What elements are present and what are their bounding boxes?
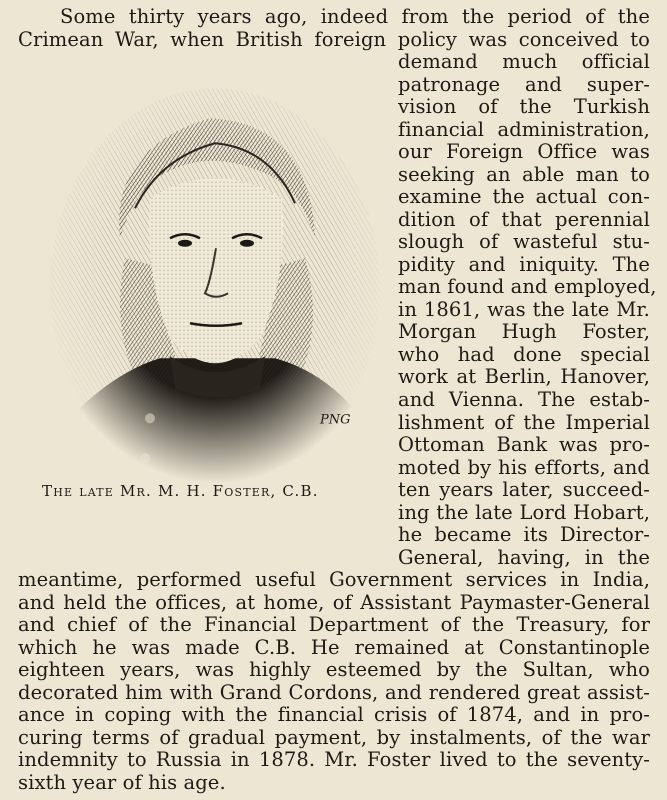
article-line-3: demand much official: [398, 50, 650, 74]
article-line-18: and Vienna. The estab-: [398, 388, 650, 411]
article-line-14: in 1861, was the late Mr.: [398, 297, 650, 321]
article-line-30: eighteen years, was highly esteemed by the Sultan, who: [18, 658, 650, 682]
article-line-29: which he was made C.B. He remained at Constantinople: [18, 635, 650, 659]
article-line-8: seeking an able man to: [398, 162, 650, 186]
article-line-16: who had done special: [398, 342, 650, 366]
portrait-caption: The late Mr. M. H. Foster, C.B.: [42, 482, 319, 501]
article-line-1: Some thirty years ago, indeed from the period of the: [60, 5, 650, 28]
article-line-32: ance in coping with the financial crisis of 1874, and in pro-: [18, 703, 650, 727]
article-line-15: Morgan Hugh Foster,: [398, 320, 650, 344]
article-line-6: financial administration,: [398, 117, 650, 141]
article-line-19: lishment of the Imperial: [398, 410, 650, 434]
article-line-24: he became its Director-: [398, 523, 650, 547]
article-line-4: patronage and super-: [398, 72, 650, 96]
article-line-34: indemnity to Russia in 1878. Mr. Foster lived to the seventy-: [18, 748, 650, 772]
article-line-2: Crimean War, when British foreign policy was conceived to: [18, 27, 650, 51]
article-line-9: examine the actual con-: [398, 185, 650, 209]
article-line-22: ten years later, succeed-: [398, 478, 650, 502]
article-line-20: Ottoman Bank was pro-: [398, 433, 650, 457]
article-line-7: our Foreign Office was: [398, 140, 650, 164]
article-line-13: man found and employed,: [398, 275, 657, 299]
article-line-25: General, having, in the: [398, 545, 650, 569]
article-line-28: and chief of the Financial Department of the Treasury, for: [18, 613, 650, 637]
article-line-11: slough of wasteful stu-: [398, 230, 650, 254]
article-line-12: pidity and iniquity. The: [398, 252, 650, 276]
article-line-10: dition of that perennial: [398, 207, 650, 231]
article-line-26: meantime, performed useful Government services in India,: [18, 568, 650, 592]
article-line-33: curing terms of gradual payment, by instalments, of the war: [18, 725, 650, 749]
article-line-31: decorated him with Grand Cordons, and rendered great assist-: [18, 680, 650, 704]
article-line-5: vision of the Turkish: [398, 95, 650, 119]
engraver-signature: PNG: [320, 411, 351, 427]
article-line-35: sixth year of his age.: [18, 771, 226, 794]
article-line-21: moted by his efforts, and: [398, 455, 650, 479]
portrait-engraving: [50, 88, 380, 484]
article-line-17: work at Berlin, Hanover,: [398, 365, 650, 389]
article-line-27: and held the offices, at home, of Assistant Paymaster-General: [18, 590, 650, 614]
article-line-23: ing the late Lord Hobart,: [398, 500, 650, 524]
